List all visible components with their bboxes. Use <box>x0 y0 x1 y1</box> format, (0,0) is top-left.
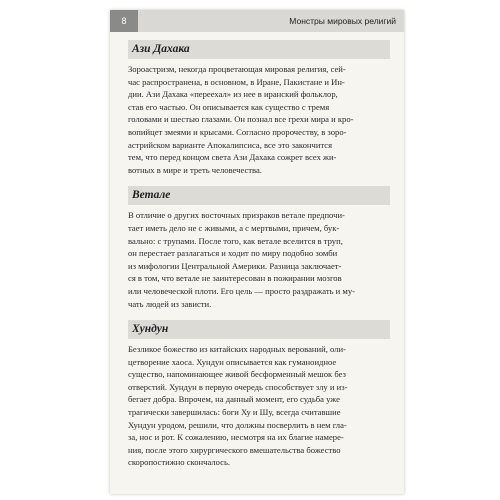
text-line: час распространена, в основном, в Иране, Пакистане и Ин- <box>128 76 345 87</box>
text-line: цетворение хаоса. Хундун описывается как гуманоидное <box>128 356 337 367</box>
text-line: тает иметь дело не с живыми, а с мертвыми, причем, бук- <box>128 222 340 233</box>
text-line: астрийском варианте Апокалипсиса, все это закончится <box>128 139 333 150</box>
section-heading: Ази Дахака <box>128 40 390 59</box>
book-page <box>110 10 404 494</box>
text-line: вотных в мире и треть человечества. <box>128 164 262 175</box>
text-line: дии. Ази Дахака «переехал» из нее в иранский фольклор, <box>128 89 338 100</box>
section-paragraph <box>128 209 390 310</box>
text-line: существо, напоминающее живой бесформенный мешок без <box>128 369 346 380</box>
text-line: Зороастризм, некогда процветающая мировая религия, сей- <box>128 64 346 74</box>
text-line: скоропостижно скончалось. <box>128 457 231 468</box>
section-azi-dahaka <box>128 40 390 176</box>
text-line: ся в том, что ветале не заинтересован в пожирании мозгов <box>128 273 342 284</box>
text-line: вально: с трупами. После того, как ветале вселится в труп, <box>128 235 343 246</box>
page-number: 8 <box>110 10 138 32</box>
text-line: Безликое божество из китайских народных верований, оли- <box>128 344 346 355</box>
text-line: Хундун уродом, решили, что должны посверлить в нем гла- <box>128 419 347 430</box>
text-line: став его частью. Он описывается как существо с тремя <box>128 101 330 112</box>
text-line: тем, что перед концом света Ази Дахака сожрет всех жи- <box>128 152 337 163</box>
text-line: чать людей из зависти. <box>128 298 212 309</box>
running-head: Монстры мировых религий <box>289 16 396 26</box>
section-heading: Ветале <box>128 186 390 205</box>
text-line: ния, после этого хирургического вмешательства божество <box>128 444 341 455</box>
page-header <box>110 10 404 32</box>
text-line: из мифологии Центральной Америки. Разница заключает- <box>128 260 342 271</box>
section-paragraph <box>128 343 390 469</box>
section-paragraph <box>128 63 390 176</box>
text-line: или человеческой плоти. Его цель — просто раздражать и му- <box>128 285 355 296</box>
text-line: бегает добра. Впрочем, на данный момент, его судьба уже <box>128 394 340 405</box>
text-line: отверстий. Хундун в первую очередь способствует злу и из- <box>128 381 348 392</box>
body-text <box>128 40 390 479</box>
section-heading: Хундун <box>128 320 390 339</box>
text-line: В отличие о других восточных призраков ветале предпочи- <box>128 210 345 221</box>
section-vetale <box>128 186 390 310</box>
text-line: вопийцет змеями и крысами. Согласно пророчеству, в зоро- <box>128 126 347 137</box>
section-hundun <box>128 320 390 469</box>
text-line: он перестает разлагаться и ходит по миру подобно зомби <box>128 248 338 259</box>
text-line: трагически завершилась: боги Ху и Шу, всегда считавшие <box>128 407 341 418</box>
text-line: головами и шестью глазами. Он познал все грехи мира и кро- <box>128 114 354 125</box>
text-line: за, нос и рот. К сожалению, несмотря на их благие намере- <box>128 432 344 443</box>
